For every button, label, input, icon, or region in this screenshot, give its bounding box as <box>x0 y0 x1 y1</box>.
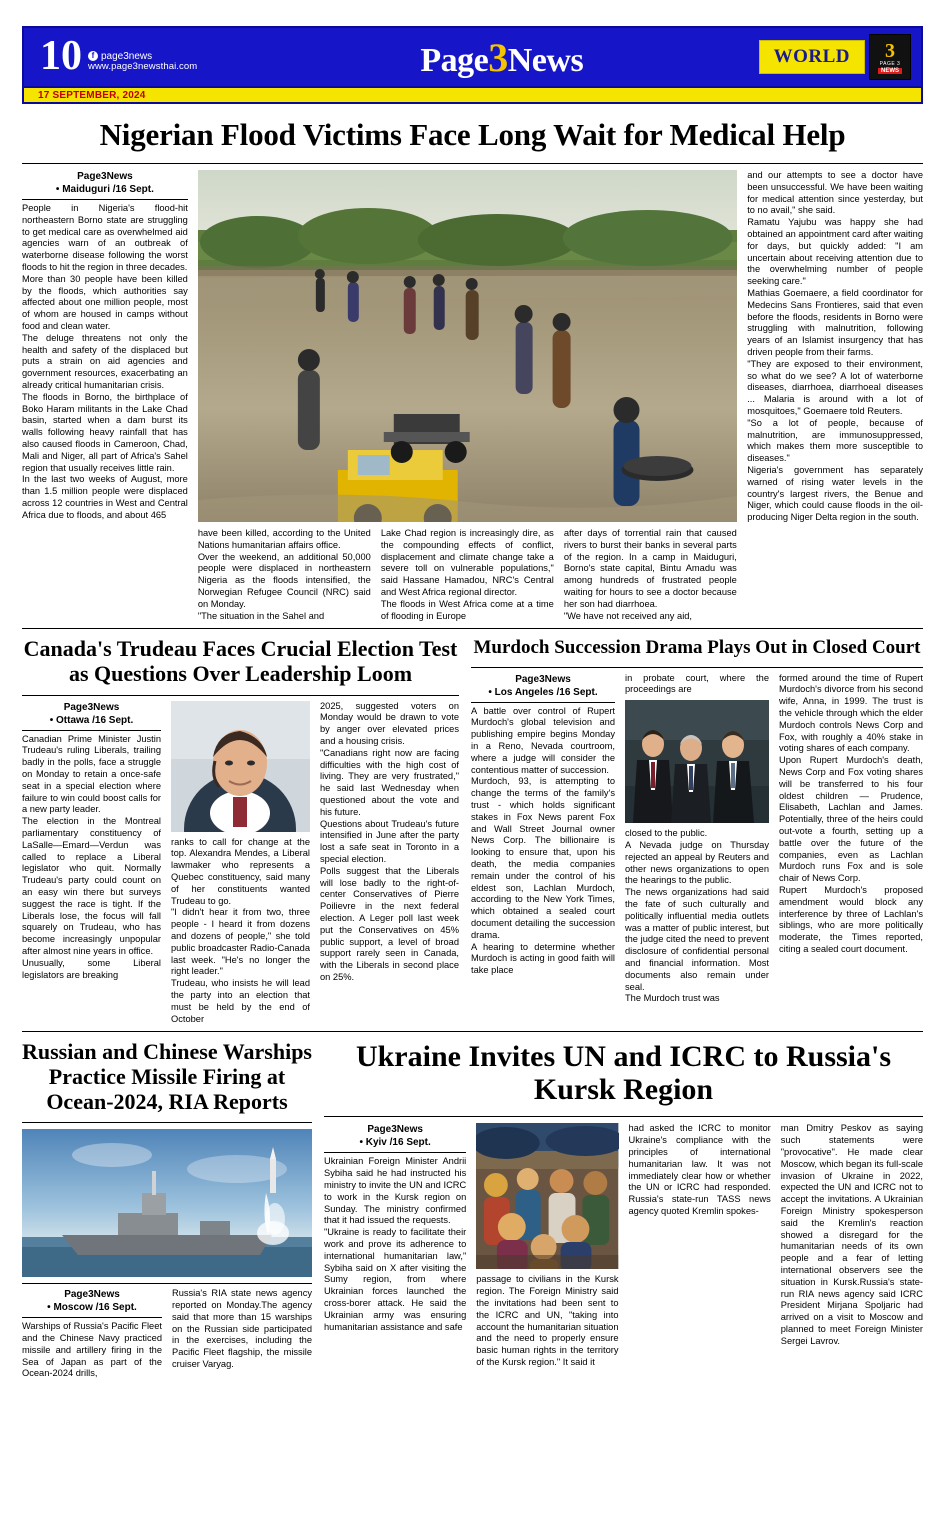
missile-launch-photo <box>22 1129 312 1277</box>
byline-source: Page3News <box>77 171 133 182</box>
byline-dateline: • Maiduguri /16 Sept. <box>55 184 154 195</box>
paragraph: Lake Chad region is increasingly dire, as the compounding effects of conflict, displacement and climate change take a severe toll on vulnerable populations," said Hassane Hamadou, NRC's Central and West Africa regional director. <box>380 528 554 597</box>
lead-headline: Nigerian Flood Victims Face Long Wait for Medical Help <box>99 117 846 152</box>
paragraph: The news organizations had said the fate of such culturally and politically influential media outlets was a matter of public interest, but the judge cited the need to prevent disclosure of confidential personal and financial information. Most documents also remain under seal. <box>625 887 769 992</box>
paragraph: The floods in Borno, the birthplace of Boko Haram militants in the Lake Chad basin, started when a dam burst its walls following heavy rainfall that has also caused floods in Cameroon, Chad, Mali and Niger, all part of Africa's Sahel region that usually receives little rain. <box>22 391 188 473</box>
paragraph: formed around the time of Rupert Murdoch's divorce from his second wife, Anna, in 1999. The trust is the vehicle through which the elder Murdoch controls News Corp and Fox, with roughly a 40% stake in voting shares of each company. <box>779 672 923 754</box>
warships-story <box>22 1040 312 1380</box>
trudeau-column-1 <box>22 701 161 1026</box>
masthead-right <box>759 34 915 80</box>
paragraph: Mathias Goemaere, a field coordinator for Medecins Sans Frontieres, said that even before the floods, residents in Borno were struggling with malnutrition, following years of an Islamist insurgency that has driven people from their farms. <box>747 287 923 357</box>
masthead-left <box>30 33 245 80</box>
ukraine-column-4 <box>781 1123 923 1368</box>
lead-under-photo-columns <box>198 528 737 622</box>
date-bar <box>22 88 923 104</box>
missile-launch-graphic <box>22 1129 312 1277</box>
paragraph: Questions about Trudeau's future intensified in June after the party lost a safe seat in Toronto in a special election. <box>320 818 459 864</box>
murdoch-family-photo <box>625 700 769 823</box>
paragraph: Unusually, some Liberal legislators are breaking <box>22 957 161 980</box>
paragraph: The Murdoch trust was <box>625 993 720 1004</box>
divider <box>22 1031 923 1032</box>
logo-box-three: 3 <box>885 39 895 62</box>
divider <box>22 163 923 164</box>
aid-distribution-crowd-photo <box>476 1123 618 1269</box>
paragraph: Russia's RIA state news agency reported on Monday.The agency said that more than 15 warships on the Russian side participated in the exercises, including the Pacific Fleet flagship, the missile cruiser Varyag. <box>172 1288 312 1370</box>
facebook-icon: f <box>88 51 98 61</box>
murdoch-column-2 <box>625 673 769 1006</box>
logo-box-news: NEWS <box>878 68 902 74</box>
byline-dateline: • Kyiv /16 Sept. <box>359 1137 431 1149</box>
mid-section <box>22 637 923 1025</box>
paragraph: Ramatu Yajubu was happy she had obtained an appointment card after waiting for days, but quickly added: "I am uncertain about receiving attention due to the overwhelming number of people seeking care." <box>747 217 923 287</box>
paragraph: "Ukraine is ready to facilitate their work and prove its adherence to international humanitarian law," Sybiha said on X after visiting the Sumy region, from where Ukrainian forces launched the cross-borer attack. He said the Ukrainian army was ensuring humanitarian assistance and safe <box>324 1227 467 1332</box>
paragraph: closed to the public. <box>625 828 708 839</box>
social-handle: page3news <box>101 50 153 62</box>
paragraph: 2025, suggested voters on Monday would be drawn to vote by anger over elevated prices and a housing crisis. <box>320 700 459 747</box>
paragraph: have been killed, according to the United Nations humanitarian affairs office. <box>197 528 371 550</box>
paragraph: "The situation in the Sahel and <box>197 610 325 621</box>
trudeau-column-2 <box>171 701 310 1026</box>
ukraine-column-3 <box>629 1123 771 1368</box>
byline-dateline: • Moscow /16 Sept. <box>47 1302 137 1314</box>
paper-logo <box>420 34 583 81</box>
logo-box-page: PAGE 3 <box>879 60 901 67</box>
trudeau-headline: Canada's Trudeau Faces Crucial Election Test as Questions Over Leadership Loom <box>23 636 458 686</box>
byline-source: Page3News <box>367 1124 423 1136</box>
paragraph: People in Nigeria's flood-hit northeastern Borno state are struggling to get medical care as overwhelmed aid agencies warn of an outbreak of waterborne disease following the worst floods to hit the region in three decades. <box>22 203 188 272</box>
masthead <box>22 26 923 88</box>
warships-column-2 <box>172 1288 312 1380</box>
paragraph: The floods in West Africa come at a time of flooding in Europe <box>380 598 554 621</box>
lead-column-4 <box>564 528 737 622</box>
paragraph: Upon Rupert Murdoch's death, News Corp and Fox voting shares will be transferred to his four oldest children — Prudence, Elisabeth, Lachlan and James. Potentially, three of the heirs could out-vote a fourth, setting up a battle over the future of the companies, even as Lachlan Murdoch runs Fox and is sole chair of News Corp. <box>779 755 923 884</box>
paragraph: in probate court, where the proceedings are <box>625 672 769 695</box>
lead-column-2 <box>198 528 371 622</box>
paragraph: ranks to call for change at the top. Alexandra Mendes, a Liberal lawmaker who represents a Quebec constituency, said many of her constituents wanted Trudeau to go. <box>171 836 310 906</box>
website-url[interactable]: www.page3newsthai.com <box>88 61 198 73</box>
paragraph: Murdoch, 93, is attempting to change the terms of the family's trust - which holds significant stakes in Fox News parent Fox and Wall Street Journal owner News Corp. The billionaire is looking to ensure that, upon his death, the media companies remain under the control of his eldest son, Lachlan Murdoch, according to the New York Times, which obtained a sealed court document detailing the succession drama. <box>471 776 615 940</box>
paragraph: Trudeau, who insists he will lead the party into an election that must be held by the end of October <box>171 978 310 1024</box>
paragraph: A battle over control of Rupert Murdoch's global television and publishing empire begins Monday in a Reno, Nevada courtroom, where a judge will consider the contentious matter of succession. <box>471 705 615 775</box>
byline-dateline: • Los Angeles /16 Sept. <box>488 686 598 698</box>
paragraph: The election in the Montreal parliamentary constituency of LaSalle—Emard—Verdun was called to replace a Liberal legislator who quit. Normally Trudeau's party could count on an easy win there but surveys suggest the race is tight. If the Liberals lose, the focus will fall squarely on Trudeau, who has become increasingly unpopular after almost nine years in office. <box>22 816 161 956</box>
paragraph: "Canadians right now are facing difficulties with the high cost of living. They are very frustrated," he said last Wednesday when questioned about the vote and his future. <box>320 747 459 817</box>
paragraph: Nigeria's government has separately warned of rising water levels in the country's largest rivers, the Benue and Niger, which could cause floods in the oil-producing Niger Delta region in the south. <box>747 464 923 523</box>
warships-column-1 <box>22 1288 162 1380</box>
logo-three: 3 <box>488 34 508 80</box>
paragraph: More than 30 people have been killed by the floods, which authorities say affected about one million people, most of whom are housed in camps without food and clean water. <box>22 273 188 331</box>
paragraph: Polls suggest that the Liberals will lose badly to the right-of-center Conservatives of Pierre Poilievre in the next federal election. A Leger poll last week put the Conservatives on 45% public support, a level of broad support rarely seen in Canada, with the Liberals in second place on 25%. <box>320 865 459 982</box>
paragraph: Over the weekend, an additional 50,000 people were displaced in northeastern Nigeria as the floods intensified, the Norwegian Refugee Council (NRC) said on Monday. <box>197 551 371 609</box>
crowd-photo-graphic <box>476 1123 618 1269</box>
murdoch-story <box>471 637 923 1025</box>
issue-date: 17 SEPTEMBER, 2024 <box>38 89 146 101</box>
byline-source: Page3News <box>64 1289 120 1301</box>
lead-story <box>22 170 923 622</box>
logo-part2: News <box>507 41 584 79</box>
bottom-section <box>22 1040 923 1380</box>
murdoch-column-3 <box>779 673 923 1006</box>
paragraph: Warships of Russia's Pacific Fleet and the Chinese Navy practiced missile and artillery firing in the Sea of Japan as part of the Ocean-2024 drills, <box>22 1321 162 1379</box>
paragraph: "So a lot of people, because of malnutrition, are immunosuppressed, which makes them more susceptible to diseases." <box>747 417 923 464</box>
lead-column-3 <box>381 528 554 622</box>
flood-photo <box>198 170 737 522</box>
ukraine-story <box>324 1040 923 1380</box>
warships-headline: Russian and Chinese Warships Practice Missile Firing at Ocean-2024, RIA Reports <box>22 1039 312 1114</box>
trudeau-portrait-photo <box>171 701 310 832</box>
murdoch-column-1 <box>471 673 615 1006</box>
divider <box>22 628 923 629</box>
byline-source: Page3News <box>515 673 571 685</box>
byline-source: Page3News <box>63 701 120 713</box>
paragraph: after days of torrential rain that caused rivers to burst their banks in several parts of the region. In a camp in Maiduguri, Borno's state capital, Bintu Amadu was among hundreds of frustrated people waiting for hours to see a doctor because her son had diarrhoea. <box>563 528 737 609</box>
murdoch-family-graphic <box>625 700 769 823</box>
flood-photo-graphic <box>198 170 737 522</box>
trudeau-column-3 <box>320 701 459 1026</box>
logo-box-icon <box>869 34 911 80</box>
murdoch-headline: Murdoch Succession Drama Plays Out in Closed Court <box>473 637 921 659</box>
page-number: 10 <box>40 33 82 80</box>
paragraph: A hearing to determine whether Murdoch is acting in good faith will take place <box>471 941 615 976</box>
paragraph: "We have not received any aid, <box>563 610 693 621</box>
paragraph: A Nevada judge on Thursday rejected an appeal by Reuters and other news organizations to open the hearings to the public. <box>625 840 769 886</box>
trudeau-portrait-graphic <box>171 701 310 832</box>
lead-center-block <box>198 170 737 622</box>
trudeau-story <box>22 637 459 1025</box>
masthead-site-info <box>88 51 197 77</box>
ukraine-headline: Ukraine Invites UN and ICRC to Russia's Kursk Region <box>355 1040 892 1107</box>
ukraine-column-2 <box>476 1123 618 1368</box>
paragraph: The deluge threatens not only the health and safety of the displaced but puts a strain on aid agencies and government resources, exacerbating an already critical humanitarian crisis. <box>22 332 188 390</box>
lead-column-5 <box>747 170 923 622</box>
paragraph: Ukrainian Foreign Minister Andrii Sybiha said he had instructed his ministry to invite the UN and ICRC to work in the Kursk region on Sunday. The ministry confirmed that it had issued the requests. <box>324 1156 467 1226</box>
paragraph: man Dmitry Peskov as saying such statements were "provocative". He made clear Moscow, which began its full-scale invasion of Ukraine in 2022, expected the UN and ICRC not to accept the invitations. A Ukrainian Foreign Ministry spokesperson said the Kremlin's reaction showed a disregard for the humanitarian needs of its own people and a fear of letting international observers see the situation in Kursk.Russia's state-run RIA news agency said ICRC President Mirjana Spoljaric had arrived on a visit to Moscow and planned to meet Foreign Minister Sergei Lavrov. <box>780 1123 923 1346</box>
paragraph: passage to civilians in the Kursk region. The Foreign Ministry said the invitations had been sent to the ICRC and UN, "taking into account the humanitarian situation and the need to properly ensure basic human rights in the territory of the Kursk region." It said it <box>476 1274 619 1367</box>
paragraph: had asked the ICRC to monitor Ukraine's compliance with the principles of international humanitarian law. It was not immediately clear how or whether the UN or ICRC had responded. Russia's state-run TASS news agency quoted Kremlin spokes- <box>628 1123 771 1216</box>
paragraph: "I didn't hear it from two, three people - I heard it from dozens and dozens of people," she told public broadcaster Radio-Canada last week. "He's no longer the right leader." <box>171 907 310 977</box>
logo-part1: Page <box>420 41 489 79</box>
paragraph: In the last two weeks of August, more than 1.5 million people were displaced across 12 countries in West and Central Africa due to floods, and about 465 <box>22 474 188 520</box>
paragraph: Rupert Murdoch's proposed amendment would block any interference by three of Lachlan's siblings, who are more politically moderate, the Times reported, citing a sealed court document. <box>779 884 923 954</box>
paragraph: Canadian Prime Minister Justin Trudeau's ruling Liberals, trailing badly in the polls, face a struggle on Monday to retain a once-safe seat in a special election where failure to win could boost calls for a new party leader. <box>22 733 161 815</box>
ukraine-column-1 <box>324 1123 466 1368</box>
masthead-center <box>245 34 759 81</box>
section-badge: WORLD <box>759 40 865 74</box>
lead-column-1 <box>22 170 188 622</box>
paragraph: and our attempts to see a doctor have been unsuccessful. We have been waiting for medical attention since yesterday, but to no avail," she said. <box>747 170 923 216</box>
byline-dateline: • Ottawa /16 Sept. <box>49 714 134 726</box>
paragraph: "They are exposed to their environment, so what do we see? A lot of waterborne diseases, diarrhoea, diarrhoeal diseases ... Malaria is around with a lot of mosquitoes," Goemaere told Reuters. <box>747 358 923 416</box>
